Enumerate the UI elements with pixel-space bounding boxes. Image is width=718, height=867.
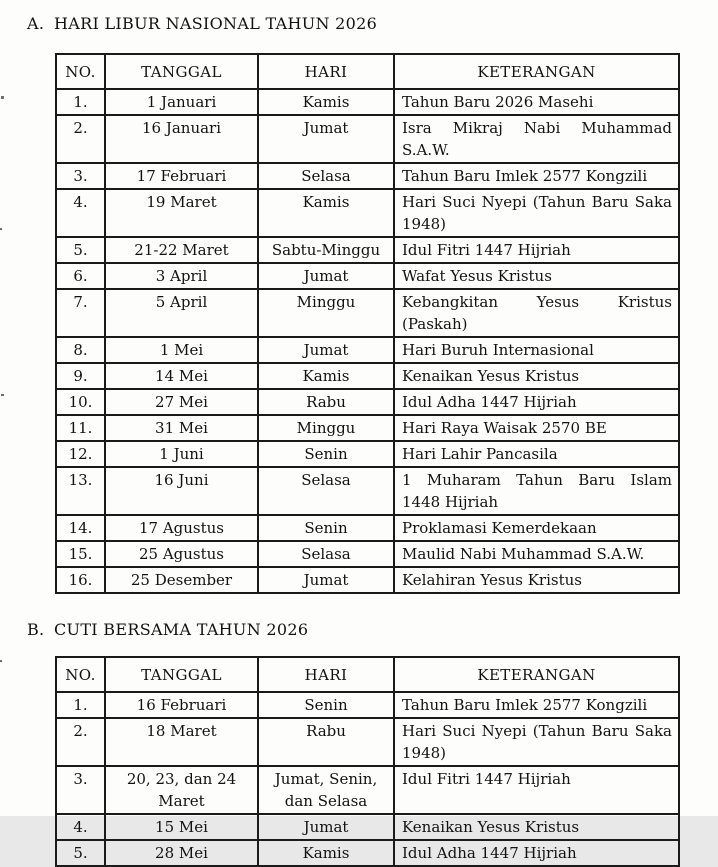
- cell-tanggal: [105, 441, 258, 467]
- cell-keterangan: [394, 567, 679, 593]
- cell-keterangan: [394, 766, 679, 814]
- cell-no: 7.: [56, 289, 105, 337]
- table-row: [56, 567, 679, 593]
- text-line: (Paskah): [402, 315, 468, 333]
- column-header-hari: HARI: [258, 657, 394, 692]
- cell-hari: [258, 237, 394, 263]
- text-line: Kamis: [302, 193, 350, 211]
- text-line: Selasa: [301, 471, 351, 489]
- table-row: [56, 237, 679, 263]
- column-header-keterangan: KETERANGAN: [394, 657, 679, 692]
- cell-no: 2.: [56, 718, 105, 766]
- cell-hari: [258, 541, 394, 567]
- cell-keterangan: [394, 237, 679, 263]
- cell-hari: [258, 718, 394, 766]
- section-b-label: B.: [27, 620, 45, 639]
- text-line: Jumat: [303, 341, 349, 359]
- text-line: Tahun Baru Imlek 2577 Kongzili: [402, 696, 648, 714]
- cell-keterangan: [394, 718, 679, 766]
- table-row: [56, 289, 679, 337]
- cell-tanggal: [105, 415, 258, 441]
- cell-hari: [258, 289, 394, 337]
- text-line: Jumat: [303, 267, 349, 285]
- section-a-label: A.: [27, 14, 45, 33]
- cell-hari: [258, 89, 394, 115]
- text-line: Kelahiran Yesus Kristus: [402, 571, 582, 589]
- cell-hari: [258, 415, 394, 441]
- cell-keterangan: [394, 189, 679, 237]
- table-row: [56, 189, 679, 237]
- cell-tanggal: [105, 363, 258, 389]
- cell-keterangan: [394, 467, 679, 515]
- text-line: Jumat: [303, 571, 349, 589]
- cell-no: 4.: [56, 814, 105, 840]
- table-row: [56, 718, 679, 766]
- text-line: 1948): [402, 744, 447, 762]
- cell-tanggal: [105, 515, 258, 541]
- text-line: Proklamasi Kemerdekaan: [402, 519, 597, 537]
- cell-tanggal: [105, 766, 258, 814]
- table-row: [56, 515, 679, 541]
- scan-artifact: [1, 96, 4, 99]
- cell-tanggal: [105, 115, 258, 163]
- text-line: Selasa: [301, 167, 351, 185]
- text-line: Idul Adha 1447 Hijriah: [402, 844, 577, 862]
- cell-keterangan: [394, 389, 679, 415]
- scan-artifact: [1, 394, 4, 396]
- cell-tanggal: [105, 337, 258, 363]
- text-line: Tahun Baru Imlek 2577 Kongzili: [402, 167, 648, 185]
- text-line: Senin: [304, 519, 348, 537]
- national-holidays-table: [55, 53, 680, 594]
- collective-leave-table: [55, 656, 680, 867]
- cell-no: 4.: [56, 189, 105, 237]
- table-row: [56, 415, 679, 441]
- text-line: 28 Mei: [155, 844, 208, 862]
- column-header-hari: HARI: [258, 54, 394, 89]
- cell-hari: [258, 515, 394, 541]
- table-row: [56, 115, 679, 163]
- table-row: [56, 814, 679, 840]
- cell-no: 11.: [56, 415, 105, 441]
- cell-no: 3.: [56, 766, 105, 814]
- text-line: Tahun Baru 2026 Masehi: [402, 93, 594, 111]
- text-line: 20, 23, dan 24: [126, 770, 237, 788]
- cell-keterangan: [394, 814, 679, 840]
- text-line: 17 Agustus: [138, 519, 225, 537]
- section-a-title: [27, 0, 718, 33]
- cell-hari: [258, 189, 394, 237]
- cell-no: 5.: [56, 237, 105, 263]
- cell-no: 14.: [56, 515, 105, 541]
- cell-tanggal: [105, 467, 258, 515]
- text-line: Idul Adha 1447 Hijriah: [402, 393, 577, 411]
- text-line: 31 Mei: [155, 419, 208, 437]
- cell-no: 6.: [56, 263, 105, 289]
- cell-no: 9.: [56, 363, 105, 389]
- text-line: 21-22 Maret: [134, 241, 229, 259]
- section-b-title: [27, 594, 718, 639]
- table-row: [56, 363, 679, 389]
- table-row: [56, 89, 679, 115]
- cell-tanggal: [105, 692, 258, 718]
- column-header-keterangan: KETERANGAN: [394, 54, 679, 89]
- cell-hari: [258, 389, 394, 415]
- text-line: 16 Januari: [141, 119, 222, 137]
- table-row: [56, 692, 679, 718]
- scan-artifact: [0, 660, 2, 662]
- text-line: 14 Mei: [155, 367, 208, 385]
- text-line: dan Selasa: [284, 792, 368, 810]
- text-line: Hari Suci Nyepi (Tahun Baru Saka: [402, 722, 672, 740]
- cell-tanggal: [105, 814, 258, 840]
- table-header-row: [56, 54, 679, 89]
- table-row: [56, 840, 679, 866]
- text-line: Wafat Yesus Kristus: [402, 267, 552, 285]
- cell-keterangan: [394, 263, 679, 289]
- text-line: Jumat, Senin,: [274, 770, 378, 788]
- text-line: Idul Fitri 1447 Hijriah: [402, 241, 571, 259]
- cell-tanggal: [105, 389, 258, 415]
- cell-tanggal: [105, 263, 258, 289]
- text-line: Rabu: [306, 393, 346, 411]
- text-line: 16 Juni: [154, 471, 209, 489]
- cell-tanggal: [105, 567, 258, 593]
- cell-keterangan: [394, 89, 679, 115]
- cell-keterangan: [394, 363, 679, 389]
- text-line: 25 Agustus: [138, 545, 225, 563]
- text-line: Idul Fitri 1447 Hijriah: [402, 770, 571, 788]
- cell-keterangan: [394, 515, 679, 541]
- text-line: Kamis: [302, 93, 350, 111]
- text-line: Hari Suci Nyepi (Tahun Baru Saka: [402, 193, 672, 211]
- cell-hari: [258, 115, 394, 163]
- text-line: Rabu: [306, 722, 346, 740]
- text-line: 1 Mei: [159, 341, 204, 359]
- cell-keterangan: [394, 115, 679, 163]
- text-line: Minggu: [296, 419, 356, 437]
- cell-tanggal: [105, 718, 258, 766]
- table-row: [56, 163, 679, 189]
- cell-no: 15.: [56, 541, 105, 567]
- text-line: 18 Maret: [146, 722, 217, 740]
- cell-hari: [258, 363, 394, 389]
- text-line: 1448 Hijriah: [402, 493, 499, 511]
- column-header-no: NO.: [56, 657, 105, 692]
- table-row: [56, 263, 679, 289]
- cell-no: 5.: [56, 840, 105, 866]
- text-line: Sabtu-Minggu: [271, 241, 381, 259]
- cell-tanggal: [105, 189, 258, 237]
- text-line: Hari Lahir Pancasila: [402, 445, 558, 463]
- table-row: [56, 467, 679, 515]
- text-line: 25 Desember: [130, 571, 233, 589]
- cell-hari: [258, 263, 394, 289]
- cell-no: 1.: [56, 692, 105, 718]
- column-header-tanggal: TANGGAL: [105, 657, 258, 692]
- cell-keterangan: [394, 441, 679, 467]
- cell-tanggal: [105, 840, 258, 866]
- cell-keterangan: [394, 415, 679, 441]
- cell-hari: [258, 337, 394, 363]
- cell-keterangan: [394, 840, 679, 866]
- cell-tanggal: [105, 289, 258, 337]
- cell-keterangan: [394, 163, 679, 189]
- text-line: Kebangkitan Yesus Kristus: [402, 293, 672, 311]
- cell-tanggal: [105, 237, 258, 263]
- cell-no: 13.: [56, 467, 105, 515]
- text-line: Kamis: [302, 844, 350, 862]
- text-line: 19 Maret: [146, 193, 217, 211]
- text-line: Jumat: [303, 818, 349, 836]
- table-row: [56, 541, 679, 567]
- text-line: 15 Mei: [155, 818, 208, 836]
- text-line: 27 Mei: [155, 393, 208, 411]
- text-line: Senin: [304, 445, 348, 463]
- text-line: 17 Februari: [136, 167, 227, 185]
- cell-keterangan: [394, 289, 679, 337]
- text-line: Hari Raya Waisak 2570 BE: [402, 419, 607, 437]
- cell-hari: [258, 567, 394, 593]
- text-line: Kenaikan Yesus Kristus: [402, 818, 580, 836]
- text-line: S.A.W.: [402, 141, 450, 159]
- cell-no: 2.: [56, 115, 105, 163]
- cell-no: 12.: [56, 441, 105, 467]
- text-line: Senin: [304, 696, 348, 714]
- table-row: [56, 389, 679, 415]
- cell-tanggal: [105, 89, 258, 115]
- text-line: Kamis: [302, 367, 350, 385]
- cell-no: 10.: [56, 389, 105, 415]
- text-line: Hari Buruh Internasional: [402, 341, 594, 359]
- cell-keterangan: [394, 692, 679, 718]
- text-line: 1 Muharam Tahun Baru Islam: [402, 471, 672, 489]
- table-row: [56, 337, 679, 363]
- section-a-heading: HARI LIBUR NASIONAL TAHUN 2026: [54, 14, 378, 33]
- scan-artifact: [0, 228, 2, 230]
- text-line: 3 April: [155, 267, 208, 285]
- text-line: Kenaikan Yesus Kristus: [402, 367, 580, 385]
- column-header-tanggal: TANGGAL: [105, 54, 258, 89]
- table-row: [56, 766, 679, 814]
- cell-tanggal: [105, 541, 258, 567]
- cell-hari: [258, 163, 394, 189]
- cell-tanggal: [105, 163, 258, 189]
- text-line: 5 April: [155, 293, 208, 311]
- text-line: 1 Juni: [159, 445, 204, 463]
- section-b-heading: CUTI BERSAMA TAHUN 2026: [54, 620, 309, 639]
- cell-hari: [258, 692, 394, 718]
- cell-no: 3.: [56, 163, 105, 189]
- text-line: Maret: [158, 792, 205, 810]
- text-line: 1948): [402, 215, 447, 233]
- cell-hari: [258, 814, 394, 840]
- text-line: Isra Mikraj Nabi Muhammad: [402, 119, 672, 137]
- text-line: Minggu: [296, 293, 356, 311]
- cell-no: 8.: [56, 337, 105, 363]
- text-line: Jumat: [303, 119, 349, 137]
- cell-no: 1.: [56, 89, 105, 115]
- cell-no: 16.: [56, 567, 105, 593]
- cell-hari: [258, 467, 394, 515]
- column-header-no: NO.: [56, 54, 105, 89]
- cell-hari: [258, 840, 394, 866]
- table-body: [56, 692, 679, 866]
- text-line: Maulid Nabi Muhammad S.A.W.: [402, 545, 645, 563]
- text-line: Selasa: [301, 545, 351, 563]
- text-line: 1 Januari: [146, 93, 217, 111]
- cell-keterangan: [394, 337, 679, 363]
- cell-keterangan: [394, 541, 679, 567]
- table-header-row: [56, 657, 679, 692]
- cell-hari: [258, 766, 394, 814]
- header-row: [56, 54, 679, 89]
- cell-hari: [258, 441, 394, 467]
- text-line: 16 Februari: [136, 696, 227, 714]
- table-body: [56, 89, 679, 593]
- header-row: [56, 657, 679, 692]
- table-row: [56, 441, 679, 467]
